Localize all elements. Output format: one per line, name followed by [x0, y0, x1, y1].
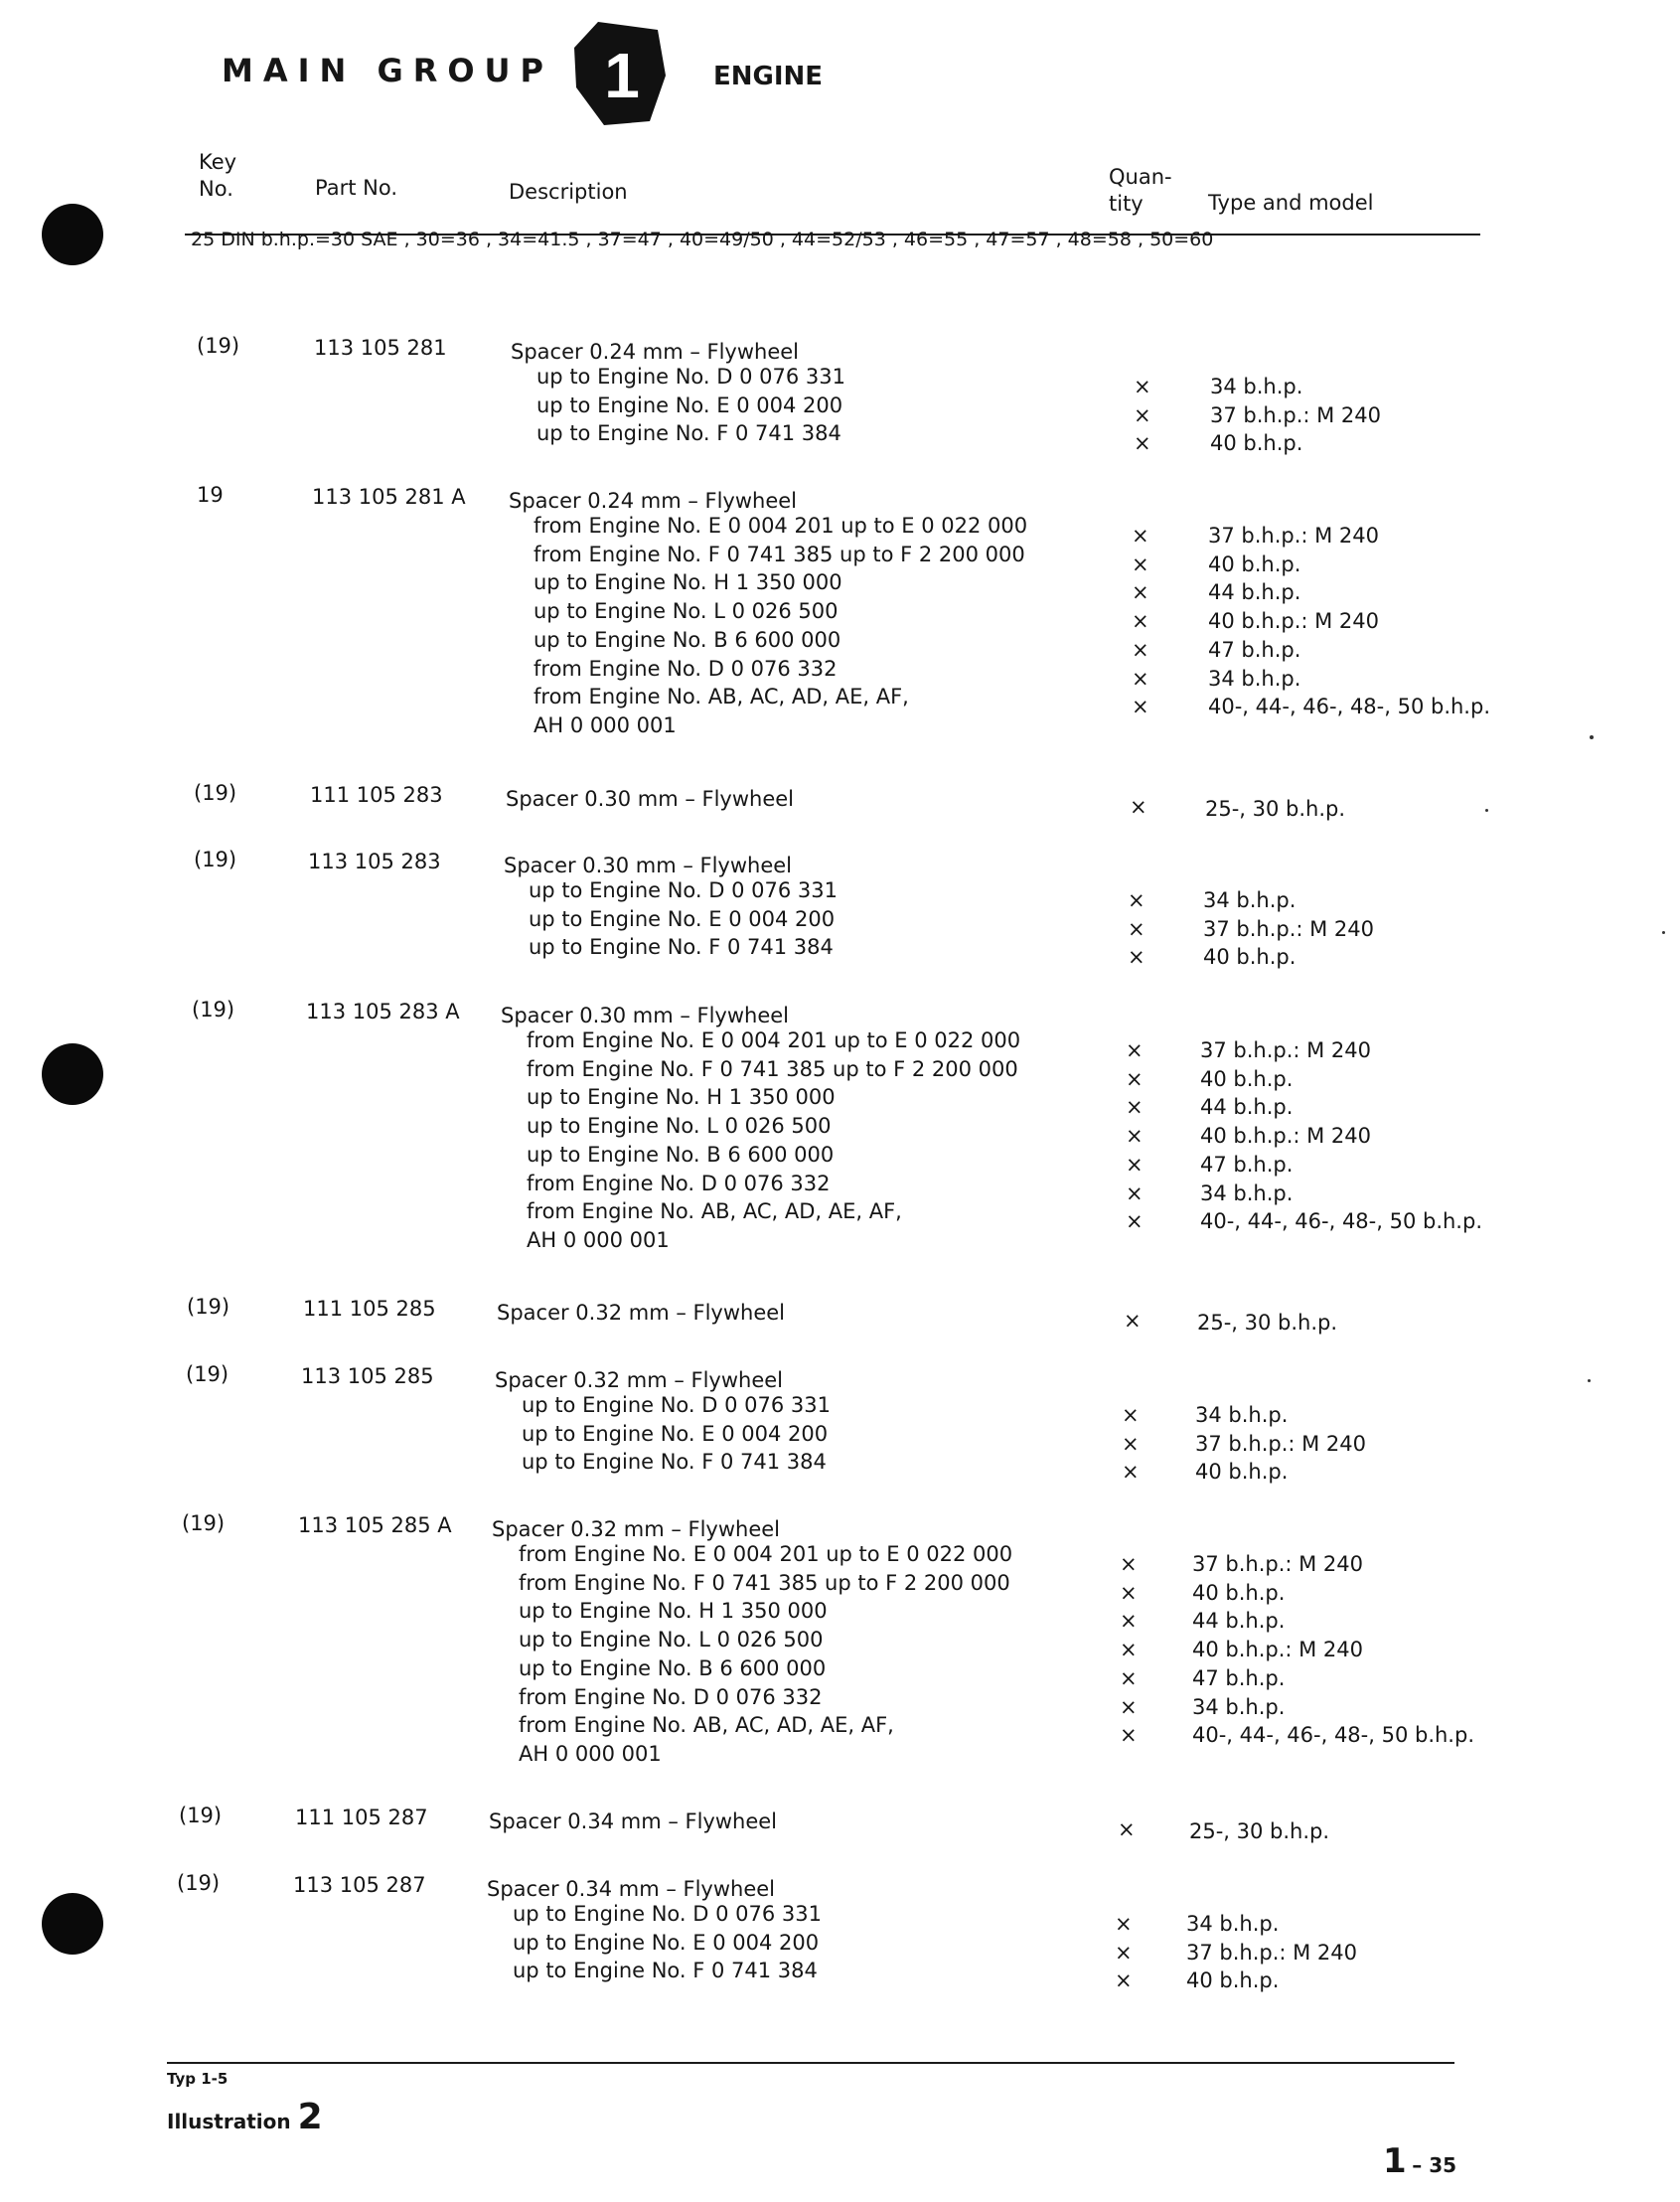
type-model: 47 b.h.p. — [1200, 1152, 1294, 1177]
engine-range: from Engine No. D 0 076 332 — [527, 1171, 831, 1195]
engine-range: from Engine No. E 0 004 201 up to E 0 022 000 — [527, 1028, 1021, 1052]
quantity-mark: × — [1128, 888, 1145, 912]
quantity-mark: × — [1120, 1694, 1138, 1719]
part-description: Spacer 0.30 mm – Flywheel — [506, 787, 795, 811]
type-model: 34 b.h.p. — [1192, 1694, 1286, 1719]
part-number: 113 105 281 — [314, 336, 447, 360]
type-model: 34 b.h.p. — [1195, 1403, 1289, 1427]
key-number: (19) — [182, 1511, 226, 1535]
col-header-part-no: Part No. — [315, 176, 397, 200]
quantity-mark: × — [1118, 1817, 1136, 1841]
engine-range: up to Engine No. E 0 004 200 — [529, 906, 836, 931]
part-description: Spacer 0.30 mm – Flywheel — [504, 854, 793, 877]
quantity-mark: × — [1120, 1638, 1138, 1662]
type-model: 34 b.h.p. — [1186, 1912, 1280, 1936]
part-description: Spacer 0.32 mm – Flywheel — [492, 1517, 781, 1541]
quantity-mark: × — [1132, 551, 1149, 576]
engine-range: up to Engine No. F 0 741 384 — [522, 1450, 827, 1475]
engine-range: up to Engine No. B 6 600 000 — [519, 1655, 827, 1680]
hp-conversion-note: 25 DIN b.h.p.=30 SAE , 30=36 , 34=41.5 , 37=47 , 40=49/50 , 44=52/53 , 46=55 , 47=57 , 48=58 , 50=60 — [191, 229, 1214, 250]
quantity-mark: × — [1120, 1609, 1138, 1634]
quantity-mark: × — [1134, 431, 1151, 456]
type-model: 40-, 44-, 46-, 48-, 50 b.h.p. — [1208, 695, 1490, 719]
engine-range: up to Engine No. F 0 741 384 — [536, 421, 841, 446]
scan-speck — [1662, 931, 1665, 934]
quantity-mark: × — [1132, 666, 1149, 691]
type-model: 40 b.h.p.: M 240 — [1200, 1124, 1372, 1149]
type-model: 25-, 30 b.h.p. — [1205, 797, 1346, 821]
key-number: 19 — [197, 483, 224, 507]
quantity-mark: × — [1132, 695, 1149, 719]
type-model: 37 b.h.p.: M 240 — [1195, 1431, 1367, 1456]
quantity-mark: × — [1122, 1431, 1140, 1456]
illustration-label: Illustration — [167, 2110, 291, 2133]
col-header-quantity: Quan- tity — [1109, 165, 1172, 216]
quantity-mark: × — [1126, 1095, 1144, 1120]
part-number: 113 105 285 A — [298, 1513, 452, 1537]
key-number: (19) — [187, 1295, 230, 1319]
quantity-mark: × — [1132, 609, 1149, 634]
type-model: 40 b.h.p. — [1210, 431, 1303, 456]
col-header-key-no: Key No. — [199, 150, 237, 201]
type-model: 40-, 44-, 46-, 48-, 50 b.h.p. — [1192, 1723, 1474, 1748]
engine-range: up to Engine No. L 0 026 500 — [534, 599, 839, 624]
type-model: 37 b.h.p.: M 240 — [1200, 1038, 1372, 1062]
scan-speck — [1485, 809, 1488, 812]
key-number: (19) — [179, 1804, 223, 1827]
quantity-mark: × — [1122, 1403, 1140, 1427]
engine-range: up to Engine No. D 0 076 331 — [522, 1393, 831, 1417]
engine-range: from Engine No. F 0 741 385 up to F 2 200 000 — [527, 1056, 1018, 1081]
type-model: 40-, 44-, 46-, 48-, 50 b.h.p. — [1200, 1209, 1482, 1234]
part-number: 111 105 285 — [303, 1297, 436, 1321]
quantity-mark: × — [1132, 580, 1149, 605]
footer-illustration — [167, 2097, 323, 2137]
quantity-mark: × — [1128, 916, 1145, 941]
scan-speck — [1590, 735, 1594, 739]
engine-range: from Engine No. AB, AC, AD, AE, AF, — [527, 1199, 902, 1224]
engine-range: from Engine No. F 0 741 385 up to F 2 200 000 — [519, 1570, 1010, 1595]
engine-range: from Engine No. E 0 004 201 up to E 0 022 000 — [519, 1542, 1013, 1566]
type-model: 37 b.h.p.: M 240 — [1186, 1940, 1358, 1965]
quantity-mark: × — [1120, 1552, 1138, 1576]
page-number — [1383, 2141, 1456, 2181]
main-group-title: MAIN GROUP — [222, 52, 553, 89]
quantity-mark: × — [1134, 402, 1151, 427]
engine-range: from Engine No. F 0 741 385 up to F 2 200 000 — [534, 542, 1025, 566]
engine-range: up to Engine No. E 0 004 200 — [513, 1930, 820, 1955]
type-model: 40 b.h.p. — [1200, 1066, 1294, 1091]
part-description: Spacer 0.30 mm – Flywheel — [501, 1004, 790, 1027]
part-description: Spacer 0.24 mm – Flywheel — [509, 489, 798, 513]
quantity-mark: × — [1128, 945, 1145, 970]
engine-range: up to Engine No. D 0 076 331 — [513, 1902, 822, 1926]
type-model: 44 b.h.p. — [1192, 1609, 1286, 1634]
engine-range: up to Engine No. H 1 350 000 — [519, 1599, 828, 1624]
engine-range: AH 0 000 001 — [534, 712, 677, 737]
group-number: 1 — [604, 40, 640, 111]
type-model: 25-, 30 b.h.p. — [1197, 1311, 1338, 1335]
quantity-mark: × — [1120, 1580, 1138, 1605]
type-model: 40 b.h.p. — [1192, 1580, 1286, 1605]
quantity-mark: × — [1132, 524, 1149, 548]
type-model: 34 b.h.p. — [1210, 375, 1303, 398]
type-model: 34 b.h.p. — [1208, 666, 1301, 691]
footer-typ: Typ 1-5 — [167, 2070, 229, 2088]
engine-range: from Engine No. D 0 076 332 — [519, 1684, 823, 1709]
key-number: (19) — [194, 781, 237, 805]
part-number: 111 105 287 — [295, 1806, 428, 1829]
quantity-mark: × — [1115, 1940, 1133, 1965]
type-model: 40 b.h.p.: M 240 — [1192, 1638, 1364, 1662]
type-model: 40 b.h.p. — [1208, 551, 1301, 576]
engine-range: up to Engine No. H 1 350 000 — [534, 570, 842, 595]
engine-range: up to Engine No. B 6 600 000 — [534, 627, 841, 652]
part-description: Spacer 0.32 mm – Flywheel — [495, 1368, 784, 1392]
part-number: 113 105 287 — [293, 1873, 426, 1897]
part-number: 113 105 285 — [301, 1364, 434, 1388]
type-model: 37 b.h.p.: M 240 — [1210, 402, 1382, 427]
quantity-mark: × — [1134, 375, 1151, 398]
quantity-mark: × — [1126, 1038, 1144, 1062]
engine-range: from Engine No. E 0 004 201 up to E 0 022 000 — [534, 514, 1028, 538]
col-header-type-model: Type and model — [1208, 191, 1374, 215]
type-model: 40 b.h.p. — [1195, 1460, 1289, 1485]
key-number: (19) — [186, 1362, 229, 1386]
key-number: (19) — [177, 1871, 221, 1895]
engine-range: up to Engine No. F 0 741 384 — [529, 935, 834, 960]
illustration-number: 2 — [297, 2097, 323, 2137]
quantity-mark: × — [1130, 795, 1147, 819]
quantity-mark: × — [1126, 1152, 1144, 1177]
engine-range: from Engine No. AB, AC, AD, AE, AF, — [519, 1713, 894, 1738]
engine-range: up to Engine No. L 0 026 500 — [527, 1114, 832, 1139]
key-number: (19) — [192, 998, 235, 1022]
part-description: Spacer 0.32 mm – Flywheel — [497, 1301, 786, 1325]
part-description: Spacer 0.24 mm – Flywheel — [511, 340, 800, 364]
engine-range: up to Engine No. L 0 026 500 — [519, 1628, 824, 1652]
engine-range: up to Engine No. D 0 076 331 — [536, 365, 845, 389]
engine-range: AH 0 000 001 — [519, 1741, 662, 1766]
type-model: 34 b.h.p. — [1200, 1180, 1294, 1205]
type-model: 37 b.h.p.: M 240 — [1208, 524, 1380, 548]
scan-speck — [1588, 1379, 1591, 1382]
quantity-mark: × — [1126, 1066, 1144, 1091]
engine-range: up to Engine No. E 0 004 200 — [522, 1421, 829, 1446]
engine-range: AH 0 000 001 — [527, 1227, 670, 1252]
part-number: 113 105 283 — [308, 850, 441, 873]
engine-range: from Engine No. D 0 076 332 — [534, 656, 838, 681]
quantity-mark: × — [1120, 1665, 1138, 1690]
key-number: (19) — [197, 334, 240, 358]
col-header-description: Description — [509, 180, 628, 204]
type-model: 37 b.h.p.: M 240 — [1203, 916, 1375, 941]
part-description: Spacer 0.34 mm – Flywheel — [487, 1877, 776, 1901]
page-number-main: 1 — [1383, 2141, 1407, 2181]
type-model: 34 b.h.p. — [1203, 888, 1297, 912]
quantity-mark: × — [1120, 1723, 1138, 1748]
engine-range: up to Engine No. D 0 076 331 — [529, 878, 838, 902]
type-model: 37 b.h.p.: M 240 — [1192, 1552, 1364, 1576]
part-number: 111 105 283 — [310, 783, 443, 807]
part-number: 113 105 281 A — [312, 485, 466, 509]
quantity-mark: × — [1132, 637, 1149, 662]
type-model: 47 b.h.p. — [1192, 1665, 1286, 1690]
part-description: Spacer 0.34 mm – Flywheel — [489, 1809, 778, 1833]
quantity-mark: × — [1126, 1180, 1144, 1205]
engine-range: up to Engine No. B 6 600 000 — [527, 1142, 835, 1167]
type-model: 47 b.h.p. — [1208, 637, 1301, 662]
quantity-mark: × — [1126, 1209, 1144, 1234]
page-number-sub: – 35 — [1412, 2153, 1457, 2177]
key-number: (19) — [194, 848, 237, 871]
footer-rule — [167, 2062, 1454, 2064]
quantity-mark: × — [1126, 1124, 1144, 1149]
engine-range: up to Engine No. F 0 741 384 — [513, 1959, 818, 1983]
type-model: 40 b.h.p. — [1186, 1968, 1280, 1993]
type-model: 40 b.h.p.: M 240 — [1208, 609, 1380, 634]
quantity-mark: × — [1122, 1460, 1140, 1485]
type-model: 44 b.h.p. — [1200, 1095, 1294, 1120]
quantity-mark: × — [1124, 1309, 1142, 1333]
group-name: ENGINE — [713, 62, 824, 91]
type-model: 40 b.h.p. — [1203, 945, 1297, 970]
quantity-mark: × — [1115, 1912, 1133, 1936]
engine-range: up to Engine No. H 1 350 000 — [527, 1085, 836, 1110]
engine-range: up to Engine No. E 0 004 200 — [536, 393, 843, 417]
engine-range: from Engine No. AB, AC, AD, AE, AF, — [534, 685, 909, 709]
quantity-mark: × — [1115, 1968, 1133, 1993]
type-model: 25-, 30 b.h.p. — [1189, 1819, 1330, 1843]
part-number: 113 105 283 A — [306, 1000, 460, 1023]
type-model: 44 b.h.p. — [1208, 580, 1301, 605]
